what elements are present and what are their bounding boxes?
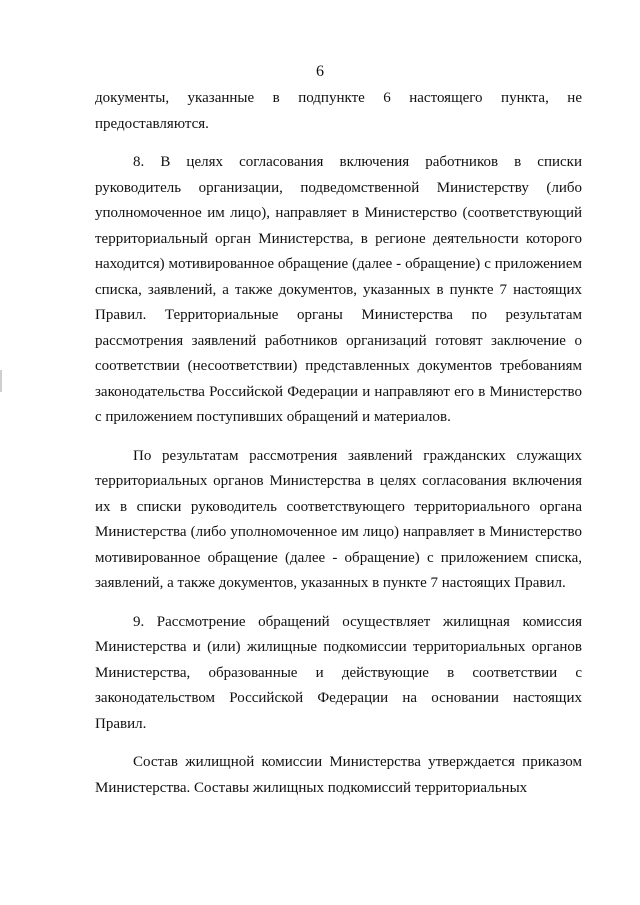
page-number: 6 — [316, 63, 324, 80]
paragraph-commission-composition: Состав жилищной комиссии Министерства утверждается приказом Министерства. Составы жилищных подкомиссий территориальных — [95, 754, 582, 796]
paragraph-civil-servants: По результатам рассмотрения заявлений гражданских служащих территориальных органов Министерства в целях согласования включения их в списки руководитель соответствующего территориального органа Министерства (либо уполномоченное им лицо) направляет в Министерство мотивированное обращение (далее - обращение) с приложением списка, заявлений, а также документов, указанных в пункте 7 настоящих Правил. — [95, 447, 582, 591]
scan-margin-mark — [0, 370, 2, 392]
paragraph-item-8: 8. В целях согласования включения работников в списки руководитель организации, подведомственной Министерству (либо уполномоченное им лицо), направляет в Министерство (соответствующий территориальный орган Министерства, в регионе деятельности которого находится) мотивированное обращение (далее - обращение) с приложением списка, заявлений, а также документов, указанных в пункте 7 настоящих Правил. Территориальные органы Министерства по результатам рассмотрения заявлений работников организаций готовят заключение о соответствии (несоответствии) представленных документов требованиям законодательства Российской Федерации и направляют его в Министерство с приложением поступивших обращений и материалов. — [95, 154, 582, 425]
paragraph-item-9: 9. Рассмотрение обращений осуществляет жилищная комиссия Министерства и (или) жилищные подкомиссии территориальных органов Министерства, образованные и действующие в соответствии с законодательством Российской Федерации на основании настоящих Правил. — [95, 613, 582, 732]
document-body — [95, 86, 582, 801]
paragraph-continuation: документы, указанные в подпункте 6 настоящего пункта, не предоставляются. — [95, 90, 582, 132]
